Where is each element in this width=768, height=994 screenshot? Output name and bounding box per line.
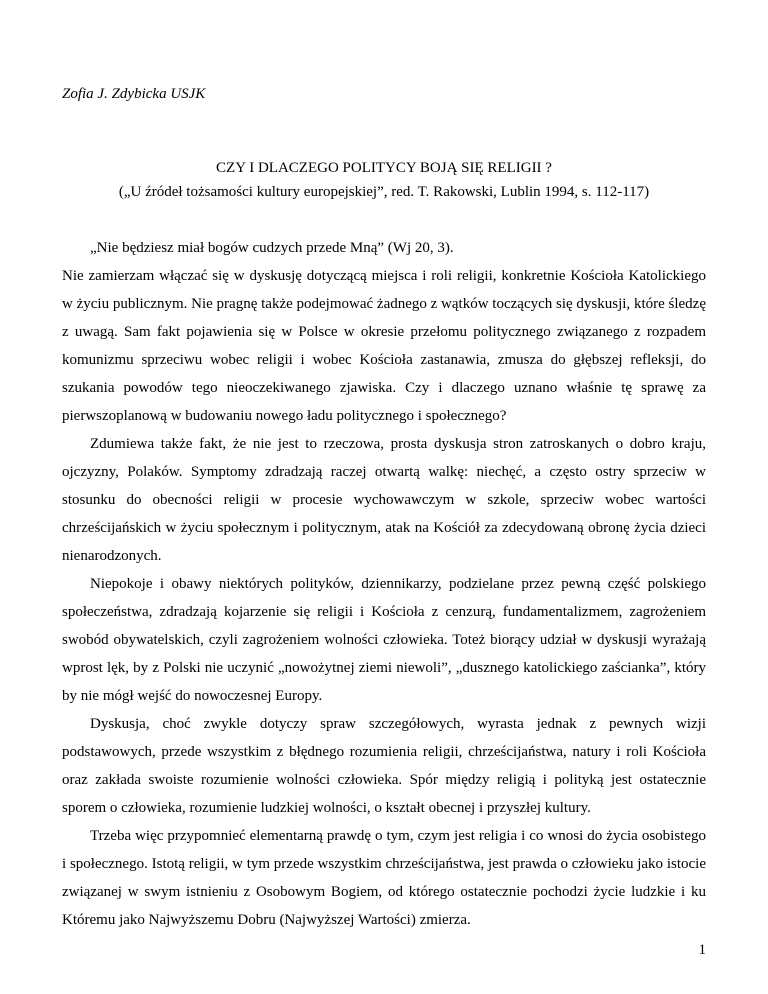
body-paragraph-2: Zdumiewa także fakt, że nie jest to rzeczowa, prosta dyskusja stron zatroskanych o dobro kraju, ojczyzny, Polaków. Symptomy zdradzają raczej otwartą walkę: niechęć, a często ostry sprzeciw w stosunku do obecności religii w procesie wychowawczym w szkole, sprzeciw wobec wartości chrześcijańskich w życiu społecznym i politycznym, atak na Kościół za zdecydowaną obronę życia dzieci nienarodzonych. <box>62 436 706 564</box>
document-page <box>62 0 706 994</box>
author-line: Zofia J. Zdybicka USJK <box>62 86 206 102</box>
body-paragraph-5: Trzeba więc przypomnieć elementarną prawdę o tym, czym jest religia i co wnosi do życia osobistego i społecznego. Istotą religii, w tym przede wszystkim chrześcijaństwa, jest prawda o człowieku jako istocie związanej w swym istnieniu z Osobowym Bogiem, od którego ostatecznie pochodzi życie ludzkie i ku Któremu jako Najwyższemu Dobru (Najwyższej Wartości) zmierza. <box>62 828 706 928</box>
page-number: 1 <box>698 942 706 958</box>
epigraph: „Nie będziesz miał bogów cudzych przede Mną” (Wj 20, 3). <box>90 240 454 256</box>
source-citation: („U źródeł tożsamości kultury europejskiej”, red. T. Rakowski, Lublin 1994, s. 112-117) <box>118 184 650 200</box>
body-paragraph-1: Nie zamierzam włączać się w dyskusję dotyczącą miejsca i roli religii, konkretnie Kościoła Katolickiego w życiu publicznym. Nie pragnę także podejmować żadnego z wątków toczących się dyskusji, które śledzę z uwagą. Sam fakt pojawienia się w Polsce w okresie przełomu politycznego związanego z rozpadem komunizmu sprzeciwu wobec religii i wobec Kościoła zastanawia, zmusza do głębszej refleksji, do szukania powodów tego nieoczekiwanego zjawiska. Czy i dlaczego uznano właśnie tę sprawę za pierwszoplanową w budowaniu nowego ładu politycznego i społecznego? <box>62 268 706 424</box>
body-paragraph-3: Niepokoje i obawy niektórych polityków, dziennikarzy, podzielane przez pewną część polskiego społeczeństwa, zdradzają kojarzenie się religii i Kościoła z cenzurą, fundamentalizmem, zagrożeniem swobód obywatelskich, czyli zagrożeniem wolności człowieka. Toteż biorący udział w dyskusji wyrażają wprost lęk, by z Polski nie uczynić „nowożytnej ziemi niewoli”, „dusznego katolickiego zaścianka”, który by nie mógł wejść do nowoczesnej Europy. <box>62 576 706 704</box>
document-body <box>62 234 706 934</box>
body-paragraph-4: Dyskusja, choć zwykle dotyczy spraw szczegółowych, wyrasta jednak z pewnych wizji podstawowych, przede wszystkim z błędnego rozumienia religii, chrześcijaństwa, natury i roli Kościoła oraz zakłada swoiste rozumienie wolności człowieka. Spór między religią i polityką jest ostatecznie sporem o człowieka, rozumienie ludzkiej wolności, o kształt obecnej i przyszłej kultury. <box>62 716 706 816</box>
document-title: CZY I DLACZEGO POLITYCY BOJĄ SIĘ RELIGII ? <box>216 160 552 176</box>
